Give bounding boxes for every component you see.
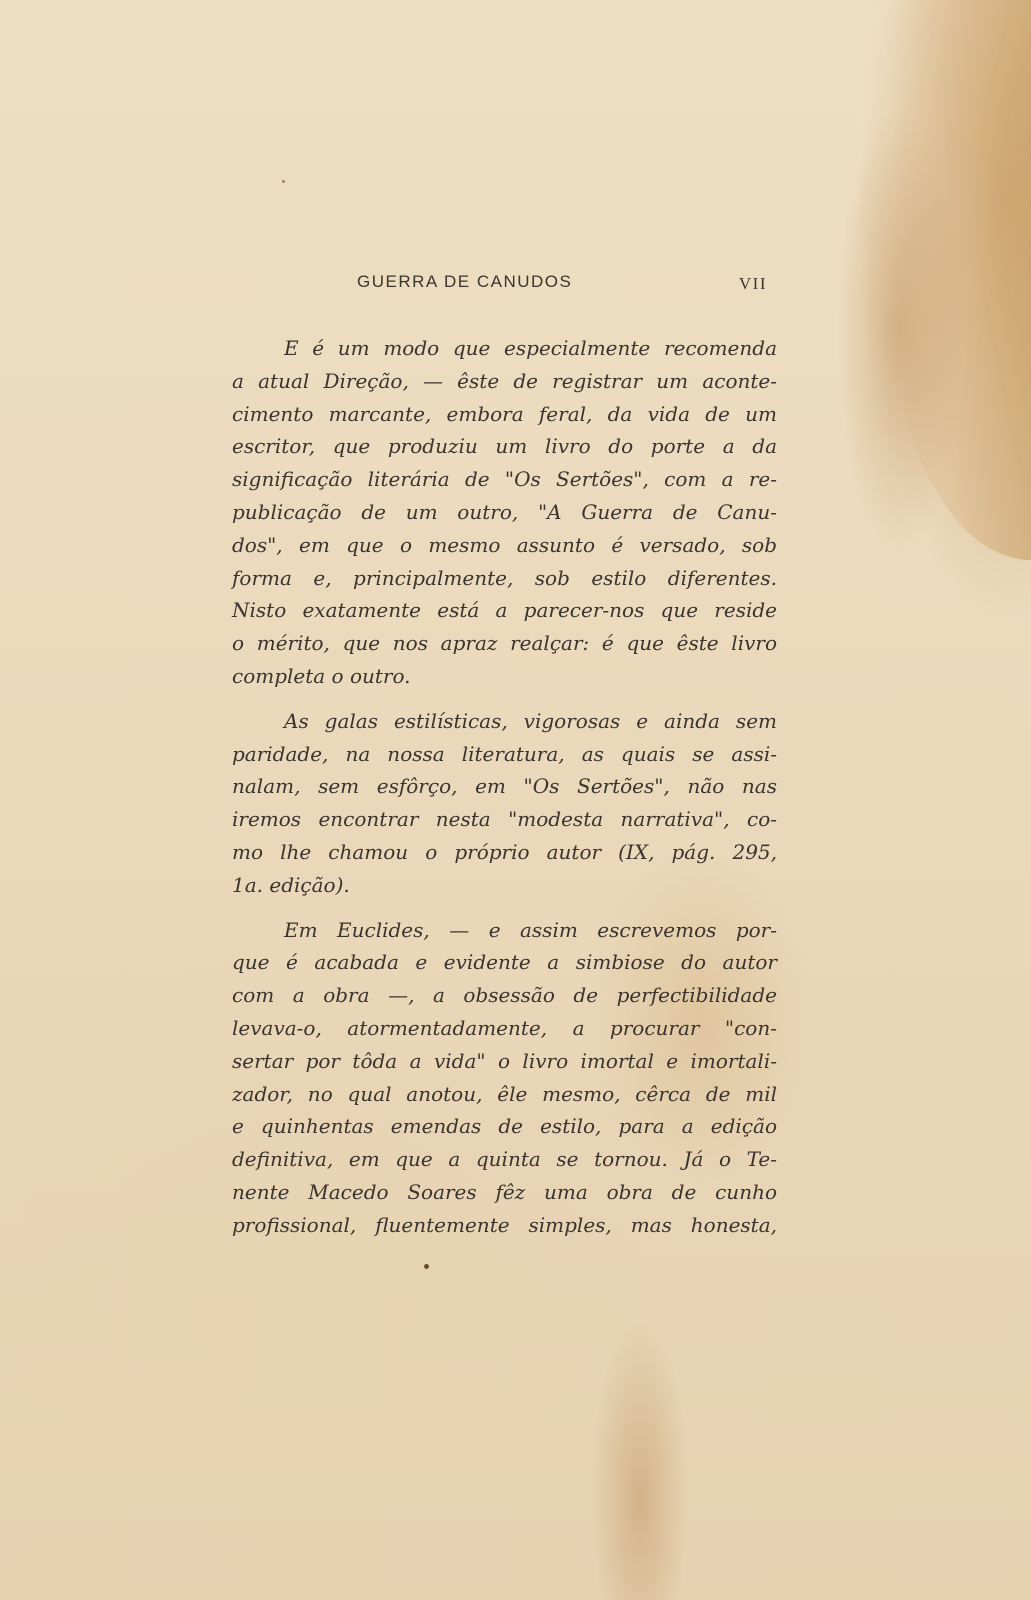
text-line: o mérito, que nos apraz realçar: é que êste livro: [232, 631, 777, 656]
text-line: Em Euclides, — e assim escrevemos por-: [284, 917, 777, 942]
text-line: dos", em que o mesmo assunto é versado, sob: [232, 532, 777, 557]
text-line: com a obra —, a obsessão de perfectibilidade: [232, 983, 777, 1008]
text-line: Nisto exatamente está a parecer-nos que reside: [232, 598, 777, 623]
running-title: GUERRA DE CANUDOS: [357, 272, 573, 291]
ink-speck: [282, 180, 285, 183]
text-line: paridade, na nossa literatura, as quais se assi-: [232, 741, 777, 766]
text-line: cimento marcante, embora feral, da vida de um: [232, 401, 777, 426]
text-line: e quinhentas emendas de estilo, para a edição: [232, 1114, 777, 1139]
text-line: forma e, principalmente, sob estilo diferentes.: [232, 565, 777, 590]
ink-speck: [424, 1264, 429, 1269]
text-line: nalam, sem esfôrço, em "Os Sertões", não nas: [232, 774, 777, 799]
text-line: sertar por tôda a vida" o livro imortal e imortali-: [232, 1048, 777, 1073]
text-line: E é um modo que especialmente recomenda: [284, 336, 777, 360]
paragraph: [232, 332, 777, 693]
text-line: definitiva, em que a quinta se tornou. Já o Te-: [232, 1147, 777, 1172]
text-line: completa o outro.: [232, 663, 411, 688]
text-line: publicação de um outro, "A Guerra de Canu-: [232, 499, 777, 524]
text-line: levava-o, atormentadamente, a procurar "con-: [232, 1015, 777, 1040]
text-line: significação literária de "Os Sertões", com a re-: [232, 467, 777, 492]
page-header: [232, 272, 777, 296]
text-line: profissional, fluentemente simples, mas honesta,: [232, 1212, 777, 1237]
text-line: mo lhe chamou o próprio autor (IX, pág. 295,: [232, 839, 777, 864]
text-line: que é acabada e evidente a simbiose do autor: [232, 950, 777, 975]
paragraph: [232, 914, 777, 1242]
body-text: [232, 332, 777, 1254]
text-line: 1a. edição).: [232, 872, 350, 897]
page-number: VII: [738, 274, 767, 293]
water-stain: [891, 0, 1031, 560]
paragraph: [232, 705, 777, 902]
text-line: escritor, que produziu um livro do porte a da: [232, 434, 777, 459]
text-line: a atual Direção, — êste de registrar um aconte-: [232, 368, 777, 393]
text-line: iremos encontrar nesta "modesta narrativa", co-: [232, 807, 777, 832]
text-line: zador, no qual anotou, êle mesmo, cêrca de mil: [232, 1081, 777, 1106]
text-line: As galas estilísticas, vigorosas e ainda sem: [284, 708, 777, 733]
text-line: nente Macedo Soares fêz uma obra de cunho: [232, 1179, 777, 1204]
